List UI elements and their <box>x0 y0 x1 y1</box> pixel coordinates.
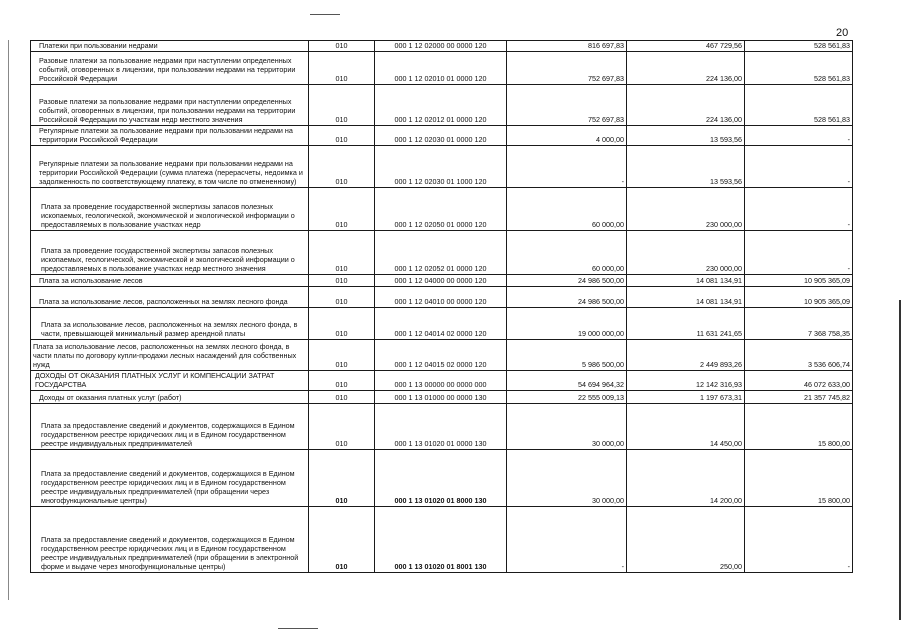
row-approved: 24 986 500,00 <box>507 287 627 308</box>
row-name: Регулярные платежи за пользование недрами при пользовании недрами на территории Российской Федерации (сумма платежа (перерасчеты, недоимка и задолженность по соответствующему платежу, в том числе по отмененному) <box>31 146 309 188</box>
row-executed: 11 631 241,65 <box>627 308 745 340</box>
row-approved: 5 986 500,00 <box>507 340 627 371</box>
row-executed: 14 200,00 <box>627 450 745 507</box>
row-code: 010 <box>309 231 375 275</box>
row-code: 010 <box>309 85 375 126</box>
row-code: 010 <box>309 146 375 188</box>
table-row <box>31 41 853 52</box>
row-executed: 230 000,00 <box>627 231 745 275</box>
row-executed: 467 729,56 <box>627 41 745 52</box>
row-executed: 224 136,00 <box>627 52 745 85</box>
row-kbk: 000 1 12 02052 01 0000 120 <box>375 231 507 275</box>
row-name: Доходы от оказания платных услуг (работ) <box>31 391 309 404</box>
row-executed: 13 593,56 <box>627 126 745 146</box>
row-code: 010 <box>309 507 375 573</box>
row-approved: 22 555 009,13 <box>507 391 627 404</box>
row-name: Плата за использование лесов, расположенных на землях лесного фонда, в части, превышающей минимальный размер арендной платы <box>31 308 309 340</box>
row-unexecuted: 3 536 606,74 <box>745 340 853 371</box>
table-row <box>31 275 853 287</box>
row-unexecuted: 46 072 633,00 <box>745 371 853 391</box>
row-unexecuted: 528 561,83 <box>745 52 853 85</box>
row-name: Плата за использование лесов, расположенных на землях лесного фонда <box>31 287 309 308</box>
row-code: 010 <box>309 52 375 85</box>
row-kbk: 000 1 12 02000 00 0000 120 <box>375 41 507 52</box>
row-kbk: 000 1 13 01020 01 0000 130 <box>375 404 507 450</box>
table-row <box>31 340 853 371</box>
row-code: 010 <box>309 404 375 450</box>
row-kbk: 000 1 12 02030 01 0000 120 <box>375 126 507 146</box>
row-code: 010 <box>309 126 375 146</box>
row-kbk: 000 1 12 04015 02 0000 120 <box>375 340 507 371</box>
row-executed: 14 081 134,91 <box>627 275 745 287</box>
row-executed: 13 593,56 <box>627 146 745 188</box>
table-row <box>31 287 853 308</box>
row-executed: 250,00 <box>627 507 745 573</box>
row-name: Плата за предоставление сведений и документов, содержащихся в Едином государственном реестре юридических лиц и в Едином государственном реестре индивидуальных предпринимателей (при обращении в электронной форме и выдаче через многофункциональные центры) <box>31 507 309 573</box>
row-kbk: 000 1 13 01000 00 0000 130 <box>375 391 507 404</box>
row-approved: 30 000,00 <box>507 404 627 450</box>
table-row <box>31 404 853 450</box>
row-name: Плата за предоставление сведений и документов, содержащихся в Едином государственном реестре юридических лиц и в Едином государственном реестре индивидуальных предпринимателей (при обращении через многофункциональные центры) <box>31 450 309 507</box>
table-row <box>31 507 853 573</box>
row-name: Плата за использование лесов <box>31 275 309 287</box>
row-approved: 752 697,83 <box>507 85 627 126</box>
row-name: Разовые платежи за пользование недрами при наступлении определенных событий, оговоренных в лицензии, при пользовании недрами на территории Российской Федерации <box>31 52 309 85</box>
right-scan-edge <box>899 300 901 620</box>
row-code: 010 <box>309 308 375 340</box>
row-unexecuted: 528 561,83 <box>745 41 853 52</box>
row-name: Разовые платежи за пользование недрами при наступлении определенных событий, оговоренных в лицензии, при пользовании недрами на территории Российской Федерации по участкам недр местного значения <box>31 85 309 126</box>
scan-mark-top <box>310 14 340 15</box>
row-unexecuted: 528 561,83 <box>745 85 853 126</box>
row-kbk: 000 1 13 00000 00 0000 000 <box>375 371 507 391</box>
table-row <box>31 450 853 507</box>
row-name: Платежи при пользовании недрами <box>31 41 309 52</box>
row-approved: 54 694 964,32 <box>507 371 627 391</box>
row-name: Регулярные платежи за пользование недрами при пользовании недрами на территории Российской Федерации <box>31 126 309 146</box>
row-kbk: 000 1 12 02012 01 0000 120 <box>375 85 507 126</box>
row-kbk: 000 1 12 02030 01 1000 120 <box>375 146 507 188</box>
left-scan-edge <box>8 40 9 600</box>
page-number: 20 <box>836 27 849 39</box>
row-name: Плата за предоставление сведений и документов, содержащихся в Едином государственном реестре юридических лиц и в Едином государственном реестре индивидуальных предпринимателей <box>31 404 309 450</box>
table-row <box>31 188 853 231</box>
table-row <box>31 85 853 126</box>
row-executed: 230 000,00 <box>627 188 745 231</box>
table-row <box>31 52 853 85</box>
row-name: Плата за использование лесов, расположенных на землях лесного фонда, в части платы по договору купли-продажи лесных насаждений для собственных нужд <box>31 340 309 371</box>
row-unexecuted: 10 905 365,09 <box>745 287 853 308</box>
row-executed: 224 136,00 <box>627 85 745 126</box>
row-approved: - <box>507 507 627 573</box>
row-unexecuted: - <box>745 146 853 188</box>
row-executed: 14 450,00 <box>627 404 745 450</box>
row-approved: 752 697,83 <box>507 52 627 85</box>
row-code: 010 <box>309 450 375 507</box>
row-approved: 4 000,00 <box>507 126 627 146</box>
row-approved: - <box>507 146 627 188</box>
row-code: 010 <box>309 287 375 308</box>
table-row <box>31 231 853 275</box>
row-unexecuted: 7 368 758,35 <box>745 308 853 340</box>
row-approved: 60 000,00 <box>507 188 627 231</box>
row-approved: 816 697,83 <box>507 41 627 52</box>
row-code: 010 <box>309 188 375 231</box>
row-approved: 30 000,00 <box>507 450 627 507</box>
row-kbk: 000 1 13 01020 01 8000 130 <box>375 450 507 507</box>
table-row <box>31 308 853 340</box>
table-row <box>31 126 853 146</box>
row-code: 010 <box>309 391 375 404</box>
row-executed: 1 197 673,31 <box>627 391 745 404</box>
row-code: 010 <box>309 340 375 371</box>
row-unexecuted: 15 800,00 <box>745 450 853 507</box>
row-executed: 14 081 134,91 <box>627 287 745 308</box>
row-code: 010 <box>309 371 375 391</box>
table-row <box>31 146 853 188</box>
row-name: Плата за проведение государственной экспертизы запасов полезных ископаемых, геологической, экономической и экологической информации о предоставляемых в пользование участках недр местного значения <box>31 231 309 275</box>
row-code: 010 <box>309 275 375 287</box>
row-approved: 60 000,00 <box>507 231 627 275</box>
table-row <box>31 371 853 391</box>
row-unexecuted: - <box>745 231 853 275</box>
scan-mark-bottom <box>278 628 318 629</box>
row-unexecuted: - <box>745 188 853 231</box>
row-executed: 12 142 316,93 <box>627 371 745 391</box>
row-approved: 19 000 000,00 <box>507 308 627 340</box>
row-name: ДОХОДЫ ОТ ОКАЗАНИЯ ПЛАТНЫХ УСЛУГ И КОМПЕНСАЦИИ ЗАТРАТ ГОСУДАРСТВА <box>31 371 309 391</box>
row-approved: 24 986 500,00 <box>507 275 627 287</box>
row-executed: 2 449 893,26 <box>627 340 745 371</box>
row-unexecuted: 15 800,00 <box>745 404 853 450</box>
row-kbk: 000 1 13 01020 01 8001 130 <box>375 507 507 573</box>
table-row <box>31 391 853 404</box>
row-name: Плата за проведение государственной экспертизы запасов полезных ископаемых, геологической, экономической и экологической информации о предоставляемых в пользование участках недр <box>31 188 309 231</box>
row-code: 010 <box>309 41 375 52</box>
row-unexecuted: 10 905 365,09 <box>745 275 853 287</box>
row-kbk: 000 1 12 04014 02 0000 120 <box>375 308 507 340</box>
row-kbk: 000 1 12 04000 00 0000 120 <box>375 275 507 287</box>
row-unexecuted: - <box>745 507 853 573</box>
row-kbk: 000 1 12 04010 00 0000 120 <box>375 287 507 308</box>
row-kbk: 000 1 12 02050 01 0000 120 <box>375 188 507 231</box>
row-unexecuted: 21 357 745,82 <box>745 391 853 404</box>
revenue-table <box>30 40 853 573</box>
row-unexecuted: - <box>745 126 853 146</box>
row-kbk: 000 1 12 02010 01 0000 120 <box>375 52 507 85</box>
